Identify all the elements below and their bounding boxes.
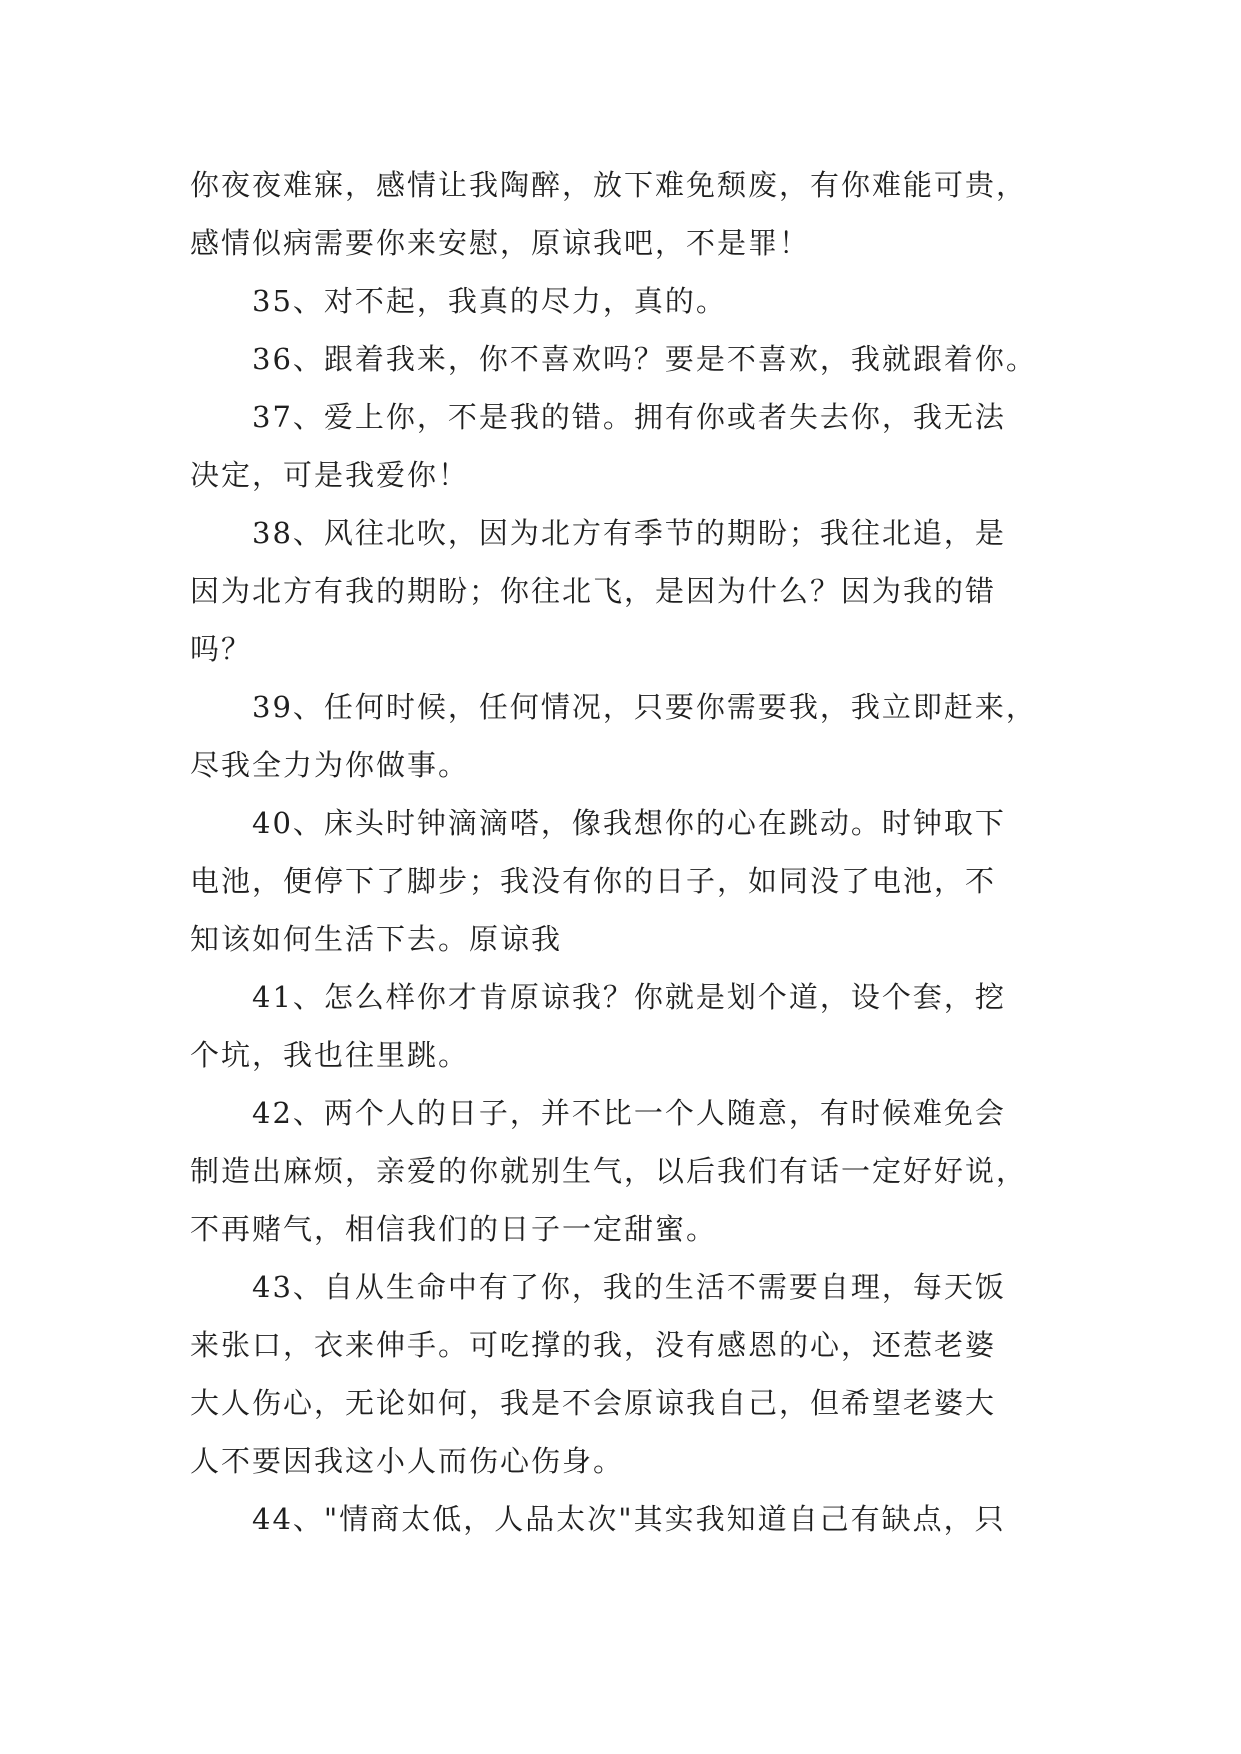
paragraph-39: 39、任何时候，任何情况，只要你需要我，我立即赶来， 尽我全力为你做事。: [190, 690, 1037, 782]
paragraph-37: 37、爱上你，不是我的错。拥有你或者失去你，我无法 决定，可是我爱你！: [190, 400, 1006, 492]
paragraph-41: 41、怎么样你才肯原谅我？你就是划个道，设个套，挖 个坑，我也往里跳。: [190, 980, 1006, 1072]
paragraph-42: 42、两个人的日子，并不比一个人随意，有时候难免会 制造出麻烦，亲爱的你就别生气，以后我们有话一定好好说， 不再赌气，相信我们的日子一定甜蜜。: [190, 1096, 1028, 1246]
paragraph-38: 38、风往北吹，因为北方有季节的期盼；我往北追，是 因为北方有我的期盼；你往北飞，是因为什么？因为我的错 吗？: [190, 516, 1006, 666]
paragraph-36: 36、跟着我来，你不喜欢吗？要是不喜欢，我就跟着你。: [252, 342, 1037, 376]
paragraph-44: 44、"情商太低，人品太次"其实我知道自己有缺点，只: [252, 1502, 1006, 1536]
document-body: [190, 156, 1050, 1548]
paragraph-43: 43、自从生命中有了你，我的生活不需要自理，每天饭 来张口，衣来伸手。可吃撑的我，没有感恩的心，还惹老婆 大人伤心，无论如何，我是不会原谅我自己，但希望老婆大 人不要因我这小人而伤心伤身。: [190, 1270, 1006, 1478]
paragraph-40: 40、床头时钟滴滴嗒，像我想你的心在跳动。时钟取下 电池，便停下了脚步；我没有你的日子，如同没了电池，不 知该如何生活下去。原谅我: [190, 806, 1006, 956]
paragraph-35: 35、对不起，我真的尽力，真的。: [252, 284, 727, 318]
paragraph-intro-continuation: 你夜夜难寐，感情让我陶醉，放下难免颓废，有你难能可贵， 感情似病需要你来安慰，原谅我吧，不是罪！: [190, 168, 1028, 260]
